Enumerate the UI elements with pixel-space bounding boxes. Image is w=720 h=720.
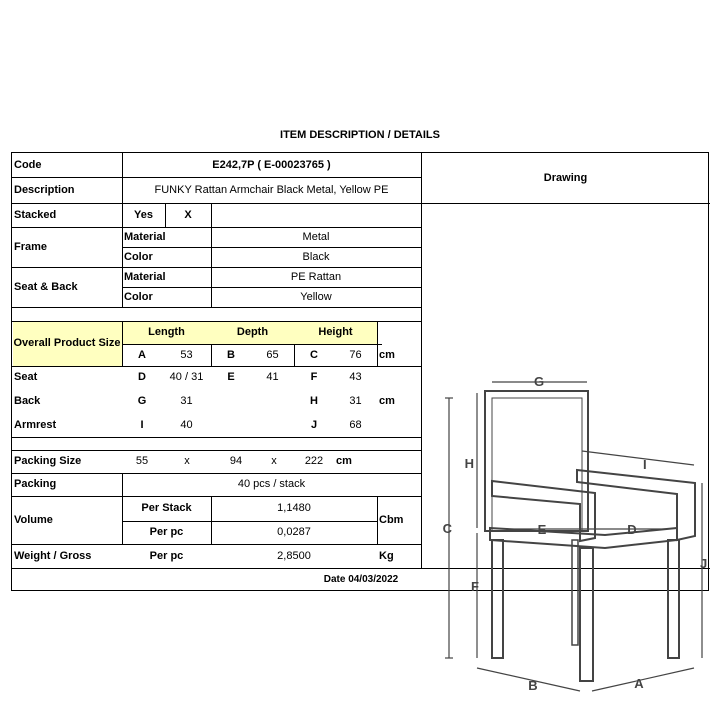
document-title: ITEM DESCRIPTION / DETAILS <box>280 129 440 141</box>
dim-h-letter: H <box>310 394 318 407</box>
seat-back-label: Seat & Back <box>14 280 78 293</box>
armrest-label: Armrest <box>14 418 57 431</box>
packing-size-x1: x <box>184 455 190 467</box>
weight-per-pc-label: Per pc <box>149 549 184 562</box>
dim-g-value: 31 <box>180 394 193 407</box>
frame-label: Frame <box>14 240 48 253</box>
volume-per-stack-label: Per Stack <box>141 502 192 514</box>
dim-b-value: 65 <box>266 348 279 361</box>
packing-size-label: Packing Size <box>14 455 82 467</box>
drawing-label: Drawing <box>543 171 588 184</box>
frame-material-label: Material <box>124 230 166 243</box>
packing-size-unit: cm <box>336 455 352 467</box>
description-value: FUNKY Rattan Armchair Black Metal, Yellow PE <box>154 183 389 196</box>
label-h: H <box>464 456 474 471</box>
weight-unit: Kg <box>379 549 394 562</box>
length-header: Length <box>148 326 185 338</box>
dim-i-value: 40 <box>180 418 193 431</box>
frame-material-value: Metal <box>302 230 330 243</box>
label-f: F <box>471 579 479 594</box>
document-date: Date 04/03/2022 <box>323 574 399 585</box>
label-c: C <box>442 521 452 536</box>
code-value: E242,7P ( E-00023765 ) <box>212 158 331 171</box>
frame-color-value: Black <box>302 250 330 263</box>
stacked-mark: X <box>184 208 192 221</box>
spec-sheet <box>11 152 709 693</box>
packing-label: Packing <box>14 478 57 490</box>
seat-label: Seat <box>14 371 38 383</box>
back-label: Back <box>14 394 41 407</box>
volume-per-stack-value: 1,1480 <box>277 502 311 514</box>
dim-a-letter: A <box>138 348 146 361</box>
overall-size-label: Overall Product Size <box>13 336 121 349</box>
stacked-yes: Yes <box>134 208 153 221</box>
dim-e-letter: E <box>227 371 235 383</box>
dim-h-value: 31 <box>349 394 362 407</box>
frame-color-label: Color <box>124 250 153 263</box>
volume-per-pc-value: 0,0287 <box>277 526 311 538</box>
dim-f-letter: F <box>310 371 318 383</box>
packing-size-3: 222 <box>304 455 324 467</box>
dim-f-value: 43 <box>349 371 362 383</box>
dim-c-letter: C <box>310 348 318 361</box>
chair-outline <box>485 391 695 681</box>
label-i: I <box>643 457 647 472</box>
packing-size-2: 94 <box>229 455 243 467</box>
dim-c-value: 76 <box>349 348 362 361</box>
seat-back-material-value: PE Rattan <box>290 270 342 283</box>
packing-size-1: 55 <box>135 455 149 467</box>
dim-d-value: 40 / 31 <box>169 371 204 383</box>
seat-back-color-label: Color <box>124 290 153 303</box>
label-d: D <box>627 522 637 537</box>
depth-header: Depth <box>236 326 269 338</box>
dim-e-value: 41 <box>266 371 279 383</box>
seat-back-color-value: Yellow <box>300 290 332 303</box>
label-e: E <box>537 522 547 537</box>
chair-drawing <box>432 358 716 703</box>
overall-unit: cm <box>379 348 395 361</box>
description-label: Description <box>14 183 75 196</box>
weight-label: Weight / Gross <box>14 549 92 562</box>
label-j: J <box>700 556 708 571</box>
label-a: A <box>634 676 644 691</box>
volume-unit: Cbm <box>379 513 404 526</box>
dim-j-letter: J <box>310 418 318 431</box>
code-label: Code <box>14 158 42 171</box>
packing-size-x2: x <box>271 455 277 467</box>
dim-i-letter: I <box>140 418 144 431</box>
dim-g-letter: G <box>137 394 147 407</box>
height-header: Height <box>318 326 353 338</box>
volume-label: Volume <box>14 513 53 526</box>
weight-value: 2,8500 <box>277 549 311 562</box>
volume-per-pc-label: Per pc <box>149 526 184 538</box>
dim-b-letter: B <box>227 348 235 361</box>
stacked-label: Stacked <box>14 208 57 221</box>
packing-value: 40 pcs / stack <box>237 478 306 490</box>
dim-j-value: 68 <box>349 418 362 431</box>
seat-back-material-label: Material <box>124 270 166 283</box>
label-b: B <box>528 678 538 693</box>
dim-a-value: 53 <box>180 348 193 361</box>
back-unit: cm <box>379 394 395 407</box>
dim-d-letter: D <box>138 371 146 383</box>
label-g: G <box>533 374 545 389</box>
